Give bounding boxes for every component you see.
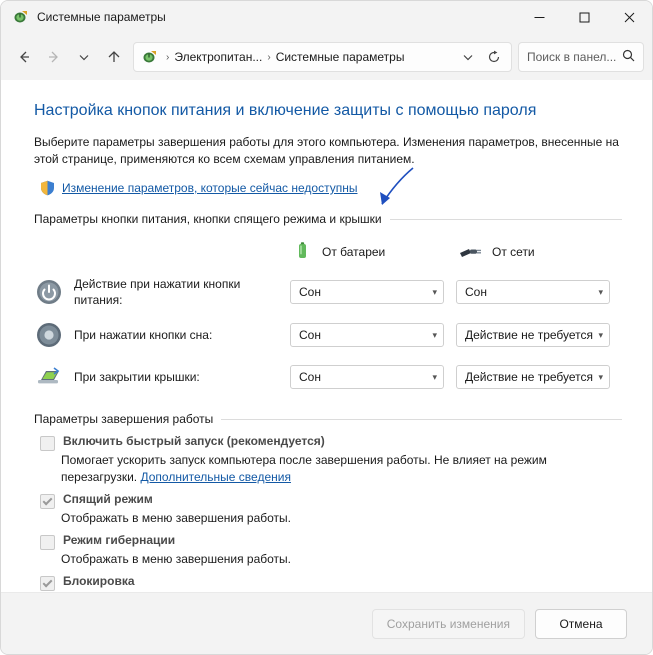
chevron-down-icon: ▾ (432, 329, 437, 340)
chevron-down-icon: ▾ (432, 371, 437, 382)
hibernate-mode-checkbox[interactable] (40, 535, 55, 550)
navigation-bar (1, 34, 652, 80)
section-divider (221, 419, 622, 420)
title-bar (1, 1, 652, 34)
row-lid-close-label: При закрытии крышки: (74, 370, 200, 384)
forward-button[interactable] (39, 42, 69, 72)
row-sleep-button-ac-cell (456, 314, 622, 356)
row-sleep-button-label: При нажатии кнопки сна: (74, 328, 213, 342)
minimize-button[interactable] (517, 1, 562, 33)
column-header-battery-label: От батареи (322, 245, 386, 259)
close-button[interactable] (607, 1, 652, 33)
fast-startup-checkbox[interactable] (40, 436, 55, 451)
content-area (1, 80, 652, 592)
row-power-button-label-cell (34, 270, 290, 314)
table-row (34, 314, 622, 356)
chevron-down-icon: ▾ (432, 286, 437, 297)
column-header-battery (290, 234, 456, 270)
sleep-button-ac-select[interactable] (456, 323, 610, 347)
row-lid-close-ac-cell (456, 356, 622, 398)
admin-settings-row[interactable] (40, 180, 622, 196)
cancel-button[interactable]: Отмена (535, 609, 627, 639)
page-description: Выберите параметры завершения работы для этого компьютера. Изменения параметров, внесенные на этой странице, применяются ко всем схемам управления питанием. (34, 135, 619, 166)
sleep-mode-row[interactable] (34, 492, 622, 509)
sleep-mode-label: Спящий режим (63, 492, 153, 506)
breadcrumb-item-power[interactable]: Электропитан... (174, 50, 263, 64)
power-options-table (34, 234, 622, 398)
power-button-ac-select[interactable] (456, 280, 610, 304)
back-button[interactable] (9, 42, 39, 72)
fast-startup-row[interactable] (34, 434, 622, 451)
lid-close-battery-value: Сон (299, 370, 321, 384)
power-buttons-section-header (34, 212, 622, 226)
power-buttons-section-title: Параметры кнопки питания, кнопки спящего режима и крышки (34, 212, 382, 226)
sleep-mode-description: Отображать в меню завершения работы. (61, 511, 292, 525)
fast-startup-description-text: Помогает ускорить запуск компьютера после завершения работы. Не влияет на режим перезагрузки. (61, 453, 547, 484)
maximize-button[interactable] (562, 1, 607, 33)
shield-icon (40, 180, 55, 196)
fast-startup-description (61, 452, 616, 486)
up-button[interactable] (99, 42, 129, 72)
row-lid-close-label-cell (34, 356, 290, 398)
column-header-ac-label: От сети (492, 245, 535, 259)
breadcrumb-separator: › (166, 51, 170, 63)
window-controls (517, 1, 652, 33)
breadcrumb-separator: › (267, 51, 271, 63)
save-changes-button[interactable]: Сохранить изменения (372, 609, 525, 639)
shutdown-settings-list (34, 434, 622, 609)
lid-close-battery-select[interactable] (290, 365, 444, 389)
row-power-button-label: Действие при нажатии кнопки питания: (74, 277, 241, 307)
power-settings-icon (142, 49, 158, 65)
row-power-button-battery-cell (290, 270, 456, 314)
chevron-down-icon: ▾ (598, 371, 603, 382)
fast-startup-more-info-link[interactable]: Дополнительные сведения (140, 470, 291, 484)
fast-startup-label: Включить быстрый запуск (рекомендуется) (63, 434, 325, 448)
lid-close-ac-select[interactable] (456, 365, 610, 389)
row-lid-close-battery-cell (290, 356, 456, 398)
shutdown-section-header (34, 412, 622, 426)
row-power-button-ac-cell (456, 270, 622, 314)
power-button-ac-value: Сон (465, 285, 487, 299)
power-button-battery-value: Сон (299, 285, 321, 299)
hibernate-mode-label: Режим гибернации (63, 533, 176, 547)
recent-locations-button[interactable] (69, 42, 99, 72)
chevron-down-icon[interactable] (455, 44, 481, 70)
table-header-row (34, 234, 622, 270)
lid-close-ac-value: Действие не требуется (465, 370, 594, 384)
search-placeholder: Поиск в панел... (527, 50, 617, 64)
power-button-icon (34, 277, 64, 307)
breadcrumb-item-system-settings[interactable]: Системные параметры (275, 50, 405, 64)
table-row (34, 270, 622, 314)
search-icon (622, 49, 635, 65)
row-sleep-button-battery-cell (290, 314, 456, 356)
sleep-button-battery-select[interactable] (290, 323, 444, 347)
window-title: Системные параметры (37, 10, 166, 24)
sleep-button-battery-value: Сон (299, 328, 321, 342)
sleep-button-icon (34, 320, 64, 350)
hibernate-mode-description: Отображать в меню завершения работы. (61, 552, 292, 566)
lock-label: Блокировка (63, 574, 135, 588)
sleep-mode-checkbox[interactable] (40, 494, 55, 509)
search-input[interactable] (518, 42, 644, 72)
sleep-button-ac-value: Действие не требуется (465, 328, 594, 342)
shutdown-section-title: Параметры завершения работы (34, 412, 214, 426)
chevron-down-icon: ▾ (598, 329, 603, 340)
battery-icon (291, 240, 313, 265)
lock-checkbox[interactable] (40, 576, 55, 591)
laptop-lid-icon (34, 362, 64, 392)
power-plug-icon (457, 240, 483, 265)
hibernate-mode-row[interactable] (34, 533, 622, 550)
section-divider (390, 219, 622, 220)
row-sleep-button-label-cell (34, 314, 290, 356)
chevron-down-icon: ▾ (598, 286, 603, 297)
refresh-icon[interactable] (481, 44, 507, 70)
address-bar[interactable] (133, 42, 512, 72)
page-title: Настройка кнопок питания и включение защиты с помощью пароля (34, 102, 537, 119)
column-header-ac (456, 234, 622, 270)
power-settings-icon (13, 9, 29, 25)
lock-row[interactable] (34, 574, 622, 591)
table-row (34, 356, 622, 398)
power-button-battery-select[interactable] (290, 280, 444, 304)
footer-bar (1, 592, 652, 654)
change-unavailable-settings-link[interactable]: Изменение параметров, которые сейчас недоступны (62, 181, 358, 195)
